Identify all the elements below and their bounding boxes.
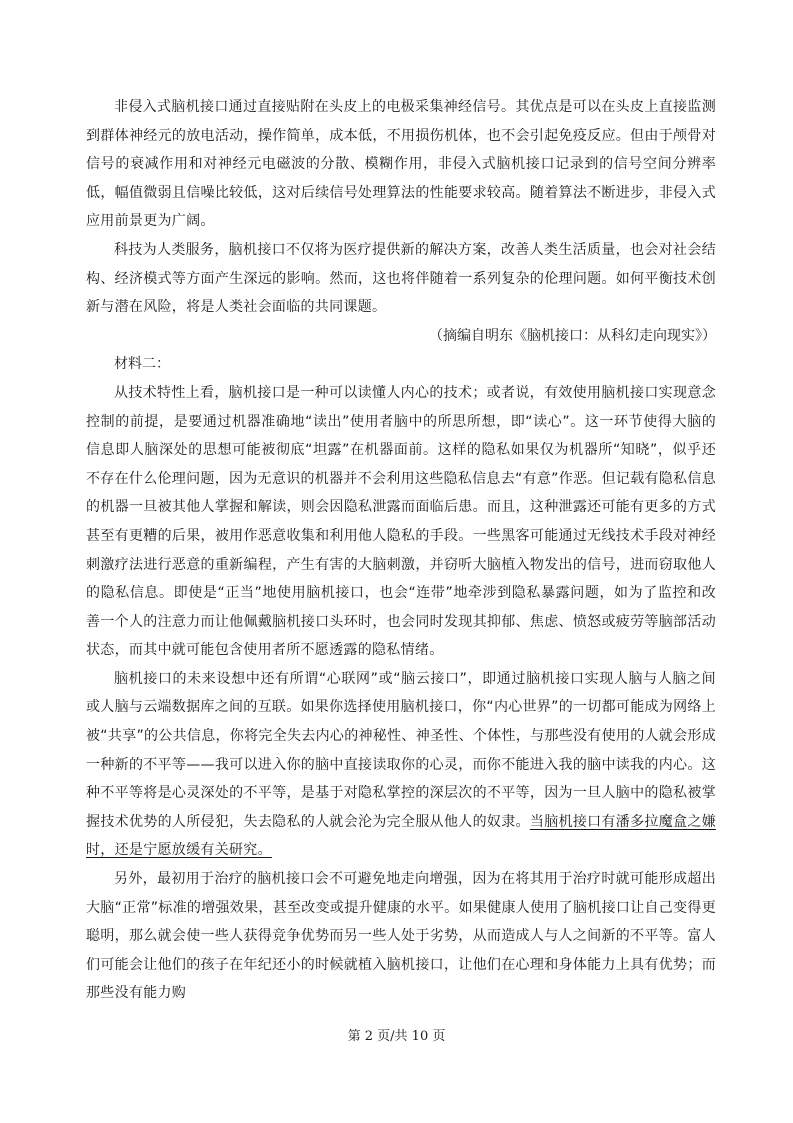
paragraph-tech-serves-humans: 科技为人类服务，脑机接口不仅将为医疗提供新的解决方案，改善人类生活质量，也会对社会结构、经济模式等方面产生深远的影响。然而，这也将伴随着一系列复杂的伦理问题。如何平衡技术创新与潜在风险，将是人类社会面临的共同课题。 — [86, 241, 716, 316]
document-body — [86, 93, 716, 1008]
paragraph-mind-reading-privacy: 从技术特性上看，脑机接口是一种可以读懂人内心的技术；或者说，有效使用脑机接口实现意念控制的前提，是要通过机器准确地“读出”使用者脑中的所思所想，即“读心”。这一环节使得大脑的信息即人脑深处的思想可能被彻底“坦露”在机器面前。这样的隐私如果仅为机器所“知晓”，似乎还不存在什么伦理问题，因为无意识的机器并不会利用这些隐私信息去“有意”作恶。但记载有隐私信息的机器一旦被其他人掌握和解读，则会因隐私泄露而面临后患。而且，这种泄露还可能有更多的方式甚至有更糟的后果，被用作恶意收集和利用他人隐私的手段。一些黑客可能通过无线技术手段对神经刺激疗法进行恶意的重新编程，产生有害的大脑刺激，并窃听大脑植入物发出的信号，进而窃取他人的隐私信息。即使是“正当”地使用脑机接口，也会“连带”地牵涉到隐私暴露问题，如为了监控和改善一个人的注意力而让他佩戴脑机接口头环时，也会同时发现其抑郁、焦虑、愤怒或疲劳等脑部活动状态，而其中就可能包含使用者所不愿透露的隐私情绪。 — [86, 384, 717, 659]
material-two-heading: 材料二： — [114, 356, 170, 373]
paragraph-enhancement-inequality: 另外，最初用于治疗的脑机接口会不可避免地走向增强，因为在将其用于治疗时就可能形成超出大脑“正常”标准的增强效果，甚至改变或提升健康的水平。如果健康人使用了脑机接口让自己变得更聪明，那么就会使一些人获得竞争优势而另一些人处于劣势，从而造成人与人之间新的不平等。富人们可能会让他们的孩子在年纪还小的时候就植入脑机接口，让他们在心理和身体能力上具有优势；而那些没有能力购 — [86, 871, 717, 1002]
source-citation: （摘编自明东《脑机接口：从科幻走向现实》） — [429, 327, 716, 344]
underlined-sentence: 当脑机接口有潘多拉魔盒之嫌时，还是宁愿放缓有关研究。 — [86, 813, 716, 859]
page-number-footer: 第 2 页/共 10 页 — [347, 1029, 446, 1044]
paragraph-brain-net-text: 脑机接口的未来设想中还有所谓“心联网”或“脑云接口”，即通过脑机接口实现人脑与人脑之间或人脑与云端数据库之间的互联。如果你选择使用脑机接口，你“内心世界”的一切都可能成为网络上被“共享”的公共信息，你将完全失去内心的神秘性、神圣性、个体性，与那些没有使用的人就会形成一种新的不平等——我可以进入你的脑中直接读取你的心灵，而你不能进入我的脑中读我的内心。这种不平等将是心灵深处的不平等，是基于对隐私掌控的深层次的不平等，因为一旦人脑中的隐私被掌握技术优势的人所侵犯，失去隐私的人就会沦为完全服从他人的奴隶。 — [86, 670, 717, 830]
paragraph-brain-net-inequality — [86, 665, 716, 865]
paragraph-noninvasive-bci: 非侵入式脑机接口通过直接贴附在头皮上的电极采集神经信号。其优点是可以在头皮上直接监测到群体神经元的放电活动，操作简单，成本低，不用损伤机体，也不会引起免疫反应。但由于颅骨对信号的衰减作用和对神经元电磁波的分散、模糊作用，非侵入式脑机接口记录到的信号空间分辨率低，幅值微弱且信噪比较低，这对后续信号处理算法的性能要求较高。随着算法不断进步，非侵入式应用前景更为广阔。 — [86, 99, 716, 230]
